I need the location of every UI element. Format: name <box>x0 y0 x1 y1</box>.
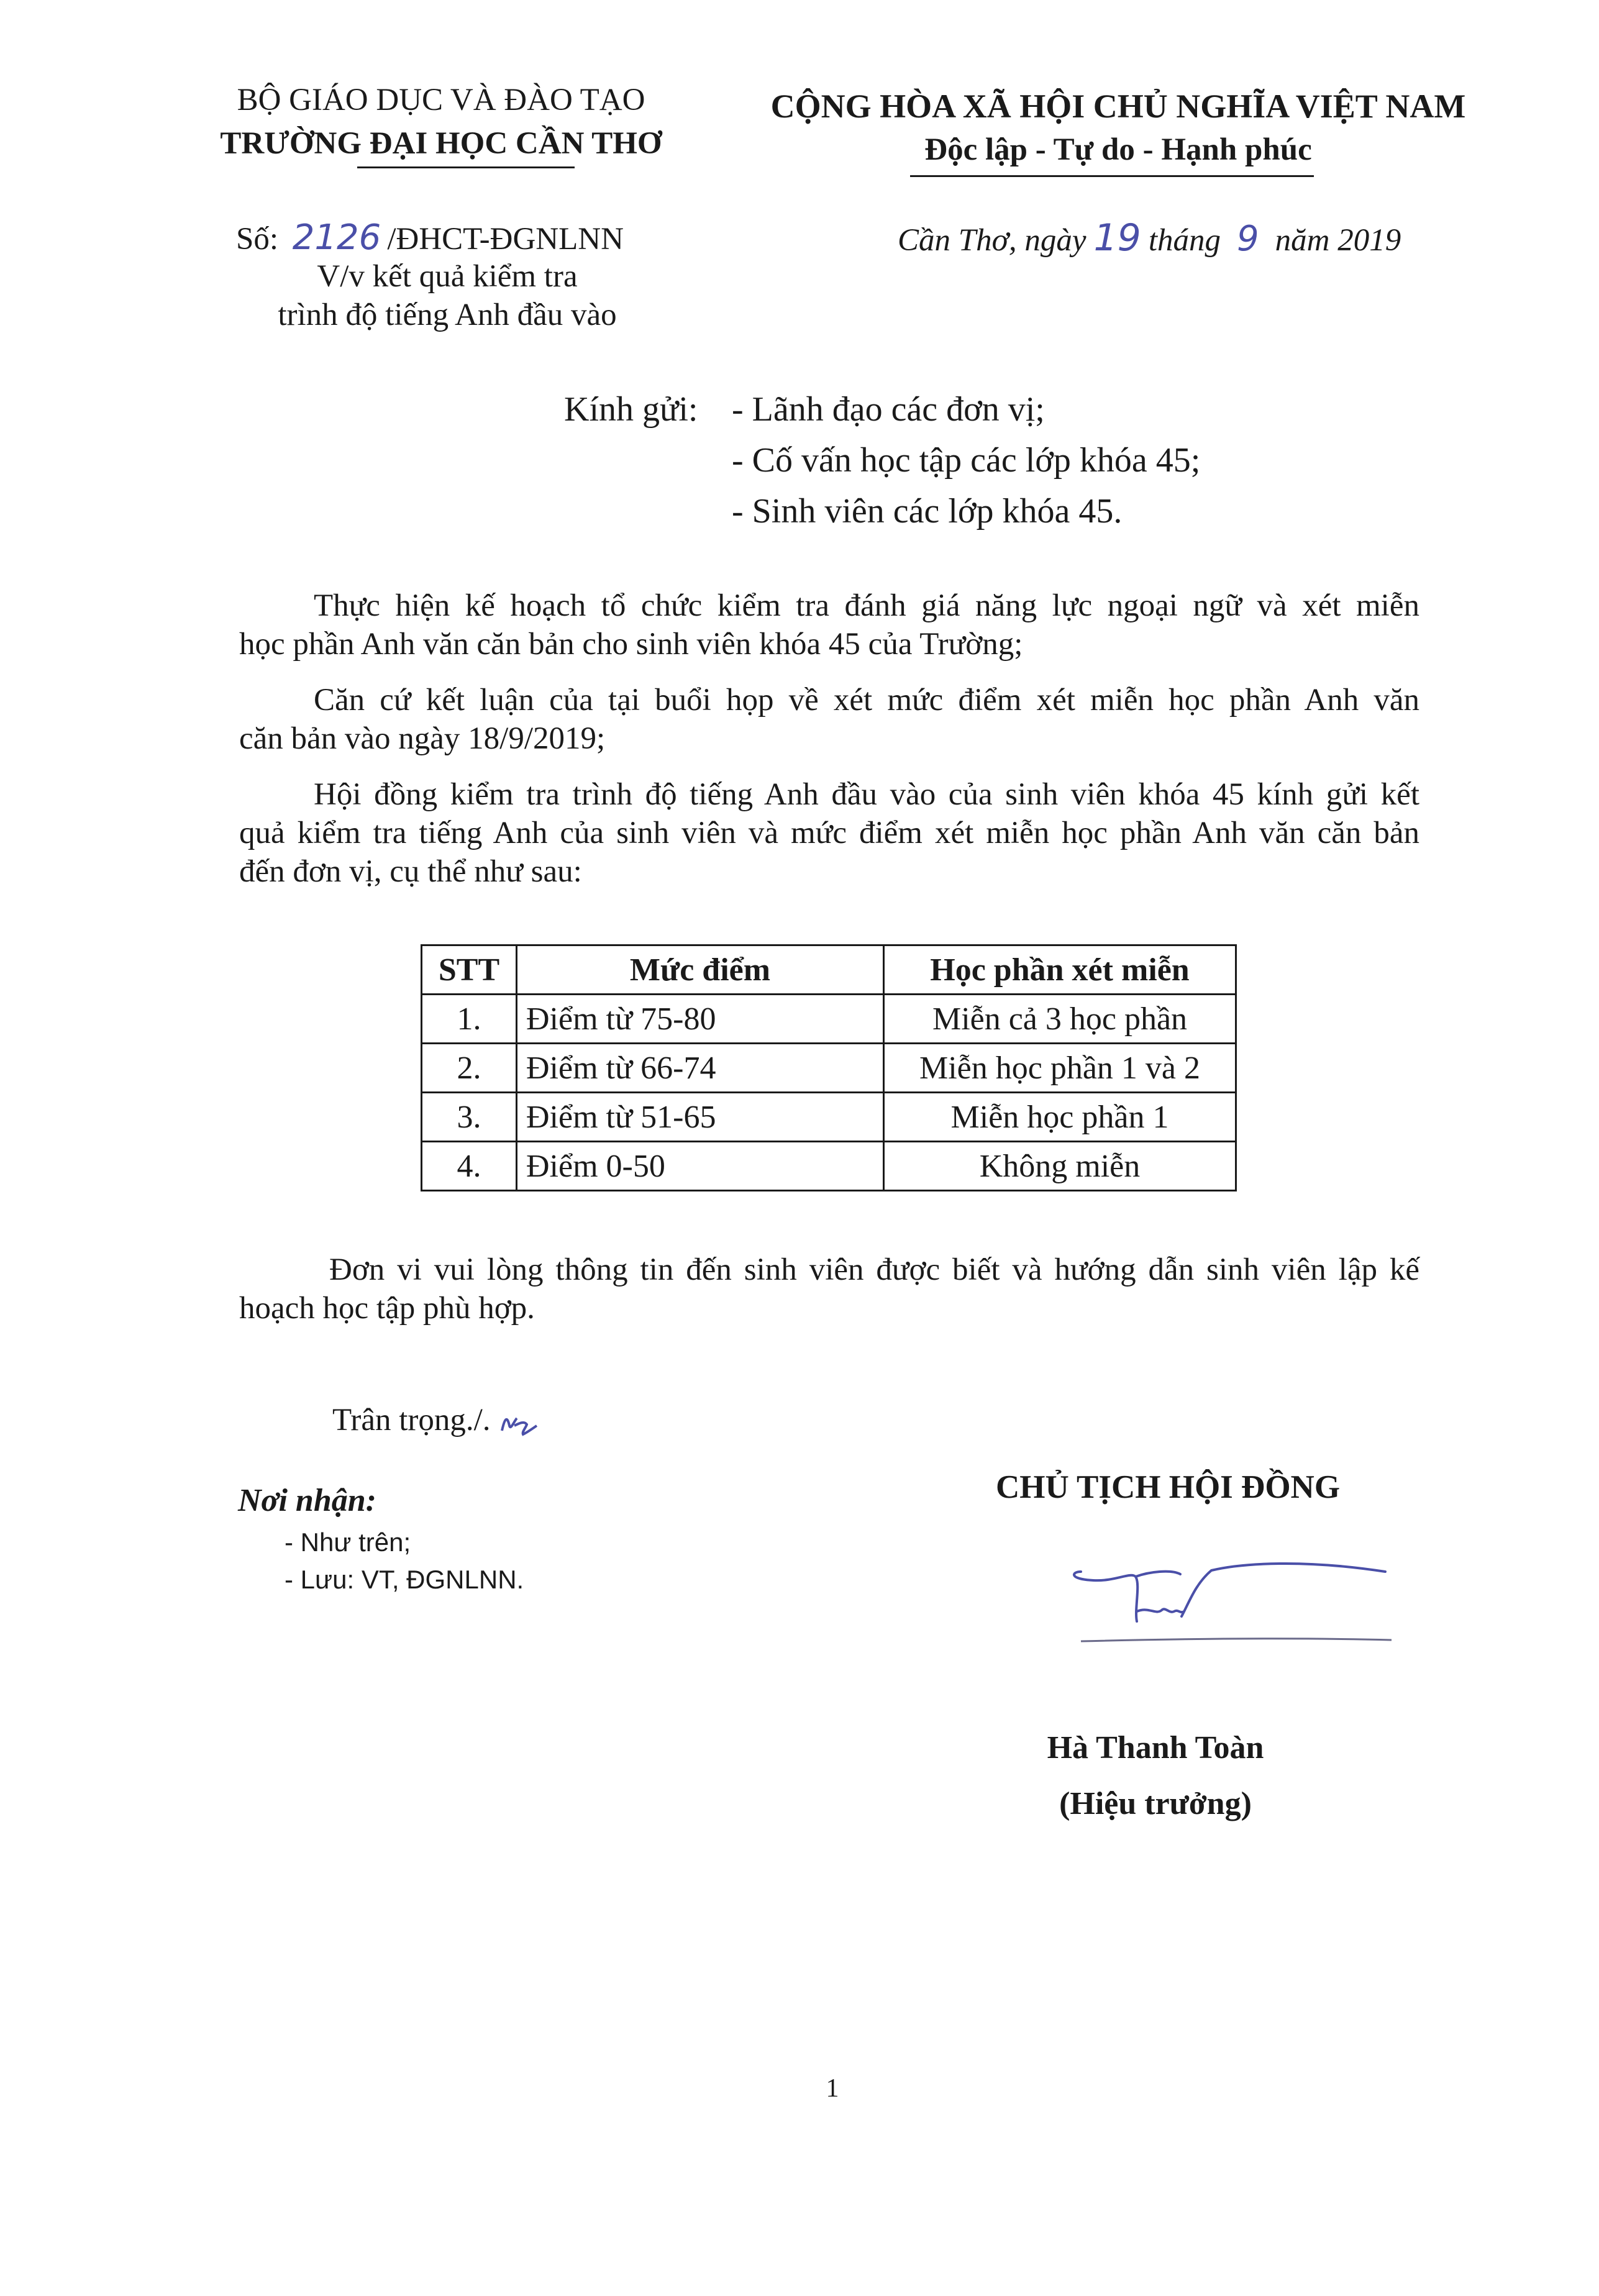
paragraph-4-line-2: hoạch học tập phù hợp. <box>239 1291 535 1326</box>
motto: Độc lập - Tự do - Hạnh phúc <box>924 132 1312 167</box>
closing-text: Trân trọng./. <box>332 1403 491 1437</box>
subject-line-1: V/v kết quả kiểm tra <box>317 259 578 294</box>
paragraph-1-line-1: Thực hiện kế hoạch tổ chức kiểm tra đánh giá năng lực ngoại ngữ và xét miễn <box>314 588 1419 623</box>
date-day-handwritten: 19 <box>1093 216 1141 260</box>
subject-line-2: trình độ tiếng Anh đầu vào <box>278 298 617 332</box>
table-row <box>422 995 1236 1044</box>
initials-mark <box>498 1407 542 1438</box>
table-row <box>422 1142 1236 1191</box>
page-number: 1 <box>826 2074 839 2103</box>
reference-number <box>236 219 733 258</box>
paragraph-2-line-2: căn bản vào ngày 18/9/2019; <box>239 721 606 756</box>
receiver-1: - Như trên; <box>285 1528 411 1557</box>
cell-stt: 3. <box>422 1093 517 1142</box>
cell-score-level: Điểm từ 51-65 <box>517 1093 884 1142</box>
date-place: Cần Thơ, ngày <box>898 223 1086 258</box>
university-name: TRƯỜNG ĐẠI HỌC CẦN THƠ <box>220 126 662 161</box>
motto-underline <box>910 175 1314 177</box>
signer-role: (Hiệu trưởng) <box>1059 1786 1252 1821</box>
exemption-table <box>421 944 1237 1191</box>
recipient-2: - Cố vấn học tập các lớp khóa 45; <box>732 441 1201 480</box>
header-score-level: Mức điểm <box>517 945 884 995</box>
ref-code: /ĐHCT-ĐGNLNN <box>387 222 624 257</box>
paragraph-2-line-1: Căn cứ kết luận của tại buổi họp về xét mức điểm xét miễn học phần Anh văn <box>314 683 1419 718</box>
recipient-3: - Sinh viên các lớp khóa 45. <box>732 492 1123 531</box>
header-exempt-module: Học phần xét miễn <box>884 945 1236 995</box>
country-name: CỘNG HÒA XÃ HỘI CHỦ NGHĨA VIỆT NAM <box>770 88 1466 125</box>
paragraph-1-line-2: học phần Anh văn căn bản cho sinh viên khóa 45 của Trường; <box>239 627 1023 662</box>
date-month-handwritten: 9 <box>1237 219 1259 259</box>
paragraph-3-line-3: đến đơn vị, cụ thể như sau: <box>239 854 582 889</box>
date-year: năm 2019 <box>1275 223 1401 258</box>
ministry-name: BỘ GIÁO DỤC VÀ ĐÀO TẠO <box>237 83 645 117</box>
recipients-label: Kính gửi: <box>564 390 698 429</box>
recipient-1: - Lãnh đạo các đơn vị; <box>732 390 1045 429</box>
cell-stt: 2. <box>422 1044 517 1093</box>
date-month-label: tháng <box>1148 223 1221 258</box>
cell-exempt-module: Miễn học phần 1 <box>884 1093 1236 1142</box>
signer-name: Hà Thanh Toàn <box>1047 1730 1264 1765</box>
header-stt: STT <box>422 945 517 995</box>
cell-stt: 1. <box>422 995 517 1044</box>
ref-prefix: Số: <box>236 222 279 257</box>
receivers-label: Nơi nhận: <box>238 1483 376 1518</box>
cell-score-level: Điểm từ 66-74 <box>517 1044 884 1093</box>
table-row <box>422 1044 1236 1093</box>
cell-stt: 4. <box>422 1142 517 1191</box>
closing-line <box>332 1401 542 1439</box>
receiver-2: - Lưu: VT, ĐGNLNN. <box>285 1565 524 1594</box>
university-underline <box>357 166 575 168</box>
ref-number-handwritten: 2126 <box>292 217 381 258</box>
cell-exempt-module: Không miễn <box>884 1142 1236 1191</box>
cell-exempt-module: Miễn cả 3 học phần <box>884 995 1236 1044</box>
paragraph-3-line-1: Hội đồng kiểm tra trình độ tiếng Anh đầu vào của sinh viên khóa 45 kính gửi kết <box>314 777 1419 812</box>
paragraph-4-line-1: Đơn vi vui lòng thông tin đến sinh viên được biết và hướng dẫn sinh viên lập kế <box>329 1252 1419 1287</box>
signature-title: CHỦ TỊCH HỘI ĐỒNG <box>995 1469 1341 1505</box>
table-row <box>422 1093 1236 1142</box>
table-header-row <box>422 945 1236 995</box>
paragraph-3-line-2: quả kiểm tra tiếng Anh của sinh viên và mức điểm xét miễn học phần Anh văn căn bản <box>239 816 1419 850</box>
cell-score-level: Điểm từ 75-80 <box>517 995 884 1044</box>
date-line <box>898 216 1506 260</box>
cell-exempt-module: Miễn học phần 1 và 2 <box>884 1044 1236 1093</box>
signature-mark <box>1056 1547 1404 1652</box>
cell-score-level: Điểm 0-50 <box>517 1142 884 1191</box>
